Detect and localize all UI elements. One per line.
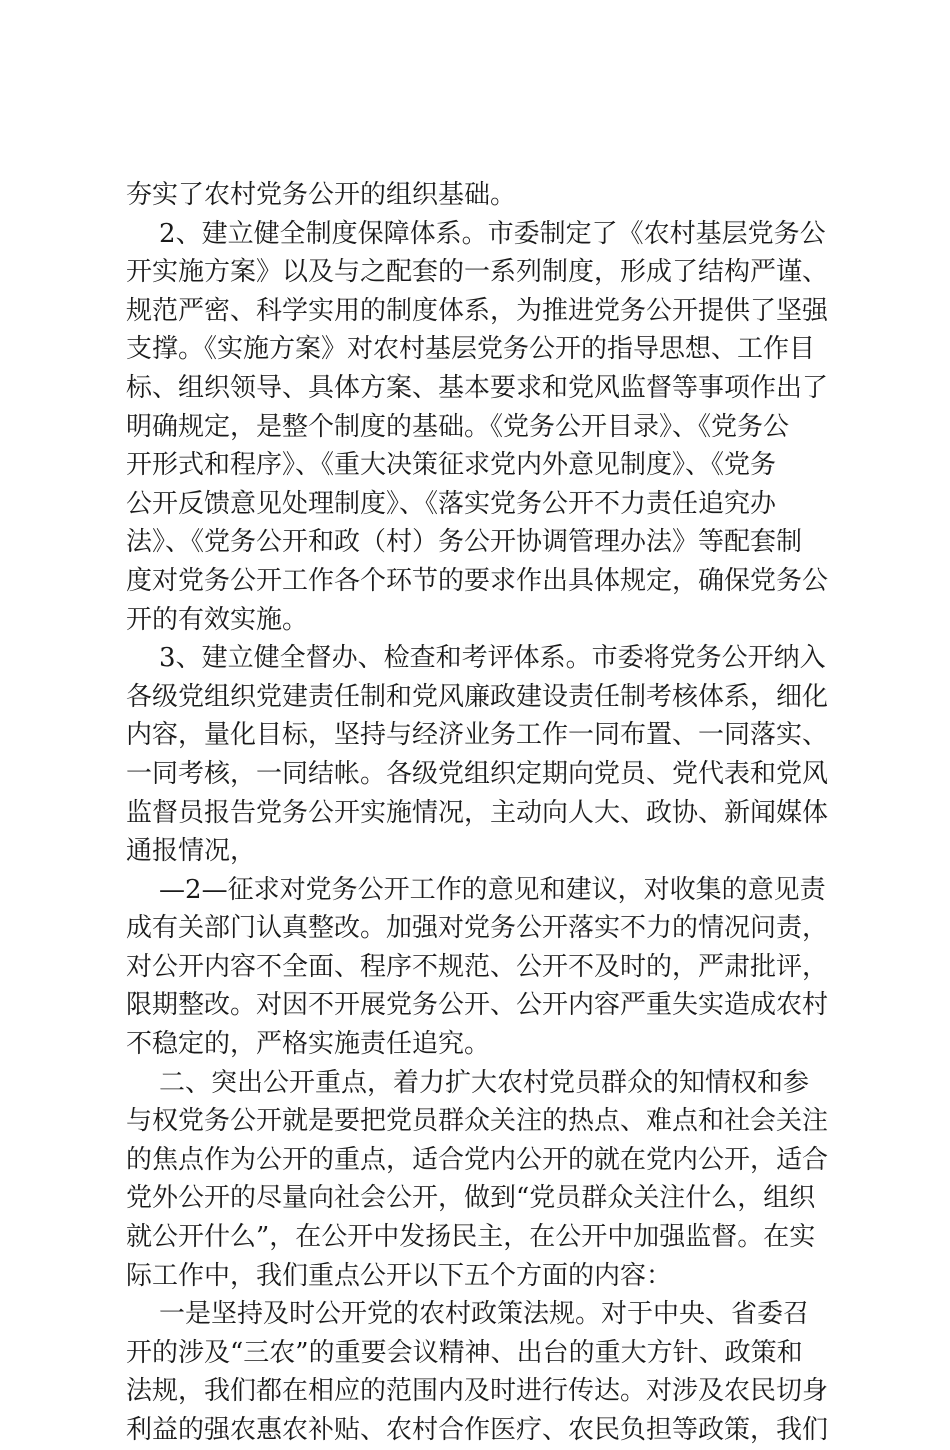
text-line: 标、组织领导、具体方案、基本要求和党风监督等事项作出了 <box>126 372 829 403</box>
text-line: 限期整改。对因不开展党务公开、公开内容严重失实造成农村 <box>126 990 829 1021</box>
text-line: 度对党务公开工作各个环节的要求作出具体规定，确保党务公 <box>126 565 829 596</box>
text-line: 际工作中，我们重点公开以下五个方面的内容： <box>126 1260 673 1291</box>
text-line: 法》、《党务公开和政（村）务公开协调管理办法》等配套制 <box>126 527 803 558</box>
text-line: 公开反馈意见处理制度》、《落实党务公开不力责任追究办 <box>126 488 777 519</box>
text-line: 的焦点作为公开的重点，适合党内公开的就在党内公开，适合 <box>126 1144 829 1175</box>
text-line: 一同考核，一同结帐。各级党组织定期向党员、党代表和党风 <box>126 758 829 789</box>
text-line: 法规，我们都在相应的范围内及时进行传达。对涉及农民切身 <box>126 1376 829 1407</box>
document-body <box>126 176 836 1450</box>
text-line: 支撑。《实施方案》对农村基层党务公开的指导思想、工作目 <box>126 334 816 365</box>
text-line: 明确规定，是整个制度的基础。《党务公开目录》、《党务公 <box>126 411 790 442</box>
text-line: 就公开什么”，在公开中发扬民主，在公开中加强监督。在实 <box>126 1222 816 1253</box>
text-line: 内容，量化目标，坚持与经济业务工作一同布置、一同落实、 <box>126 720 829 751</box>
text-line: 监督员报告党务公开实施情况，主动向人大、政协、新闻媒体 <box>126 797 829 828</box>
text-line: —2—征求对党务公开工作的意见和建议，对收集的意见责 <box>126 874 826 905</box>
text-line: 二、突出公开重点，着力扩大农村党员群众的知情权和参 <box>126 1067 810 1098</box>
text-line: 3、建立健全督办、检查和考评体系。市委将党务公开纳入 <box>126 643 826 674</box>
text-line: 利益的强农惠农补贴、农村合作医疗、农民负担等政策，我们 <box>126 1415 829 1445</box>
text-line: 通报情况， <box>126 836 257 867</box>
text-line: 开的有效实施。 <box>126 604 309 635</box>
text-line: 与权党务公开就是要把党员群众关注的热点、难点和社会关注 <box>126 1106 829 1137</box>
text-line: 党外公开的尽量向社会公开，做到“党员群众关注什么，组织 <box>126 1183 816 1214</box>
text-line: 开形式和程序》、《重大决策征求党内外意见制度》、《党务 <box>126 450 777 481</box>
text-line: 2、建立健全制度保障体系。市委制定了《农村基层党务公 <box>126 218 826 249</box>
text-line: 不稳定的，严格实施责任追究。 <box>126 1029 491 1060</box>
text-line: 开的涉及“三农”的重要会议精神、出台的重大方针、政策和 <box>126 1337 803 1368</box>
text-line: 成有关部门认真整改。加强对党务公开落实不力的情况问责， <box>126 913 829 944</box>
text-line: 一是坚持及时公开党的农村政策法规。对于中央、省委召 <box>126 1299 810 1330</box>
text-line: 对公开内容不全面、程序不规范、公开不及时的，严肃批评， <box>126 951 829 982</box>
text-line: 开实施方案》以及与之配套的一系列制度，形成了结构严谨、 <box>126 257 829 288</box>
text-line: 规范严密、科学实用的制度体系，为推进党务公开提供了坚强 <box>126 295 829 326</box>
text-line: 各级党组织党建责任制和党风廉政建设责任制考核体系，细化 <box>126 681 829 712</box>
text-line: 夯实了农村党务公开的组织基础。 <box>126 180 517 210</box>
